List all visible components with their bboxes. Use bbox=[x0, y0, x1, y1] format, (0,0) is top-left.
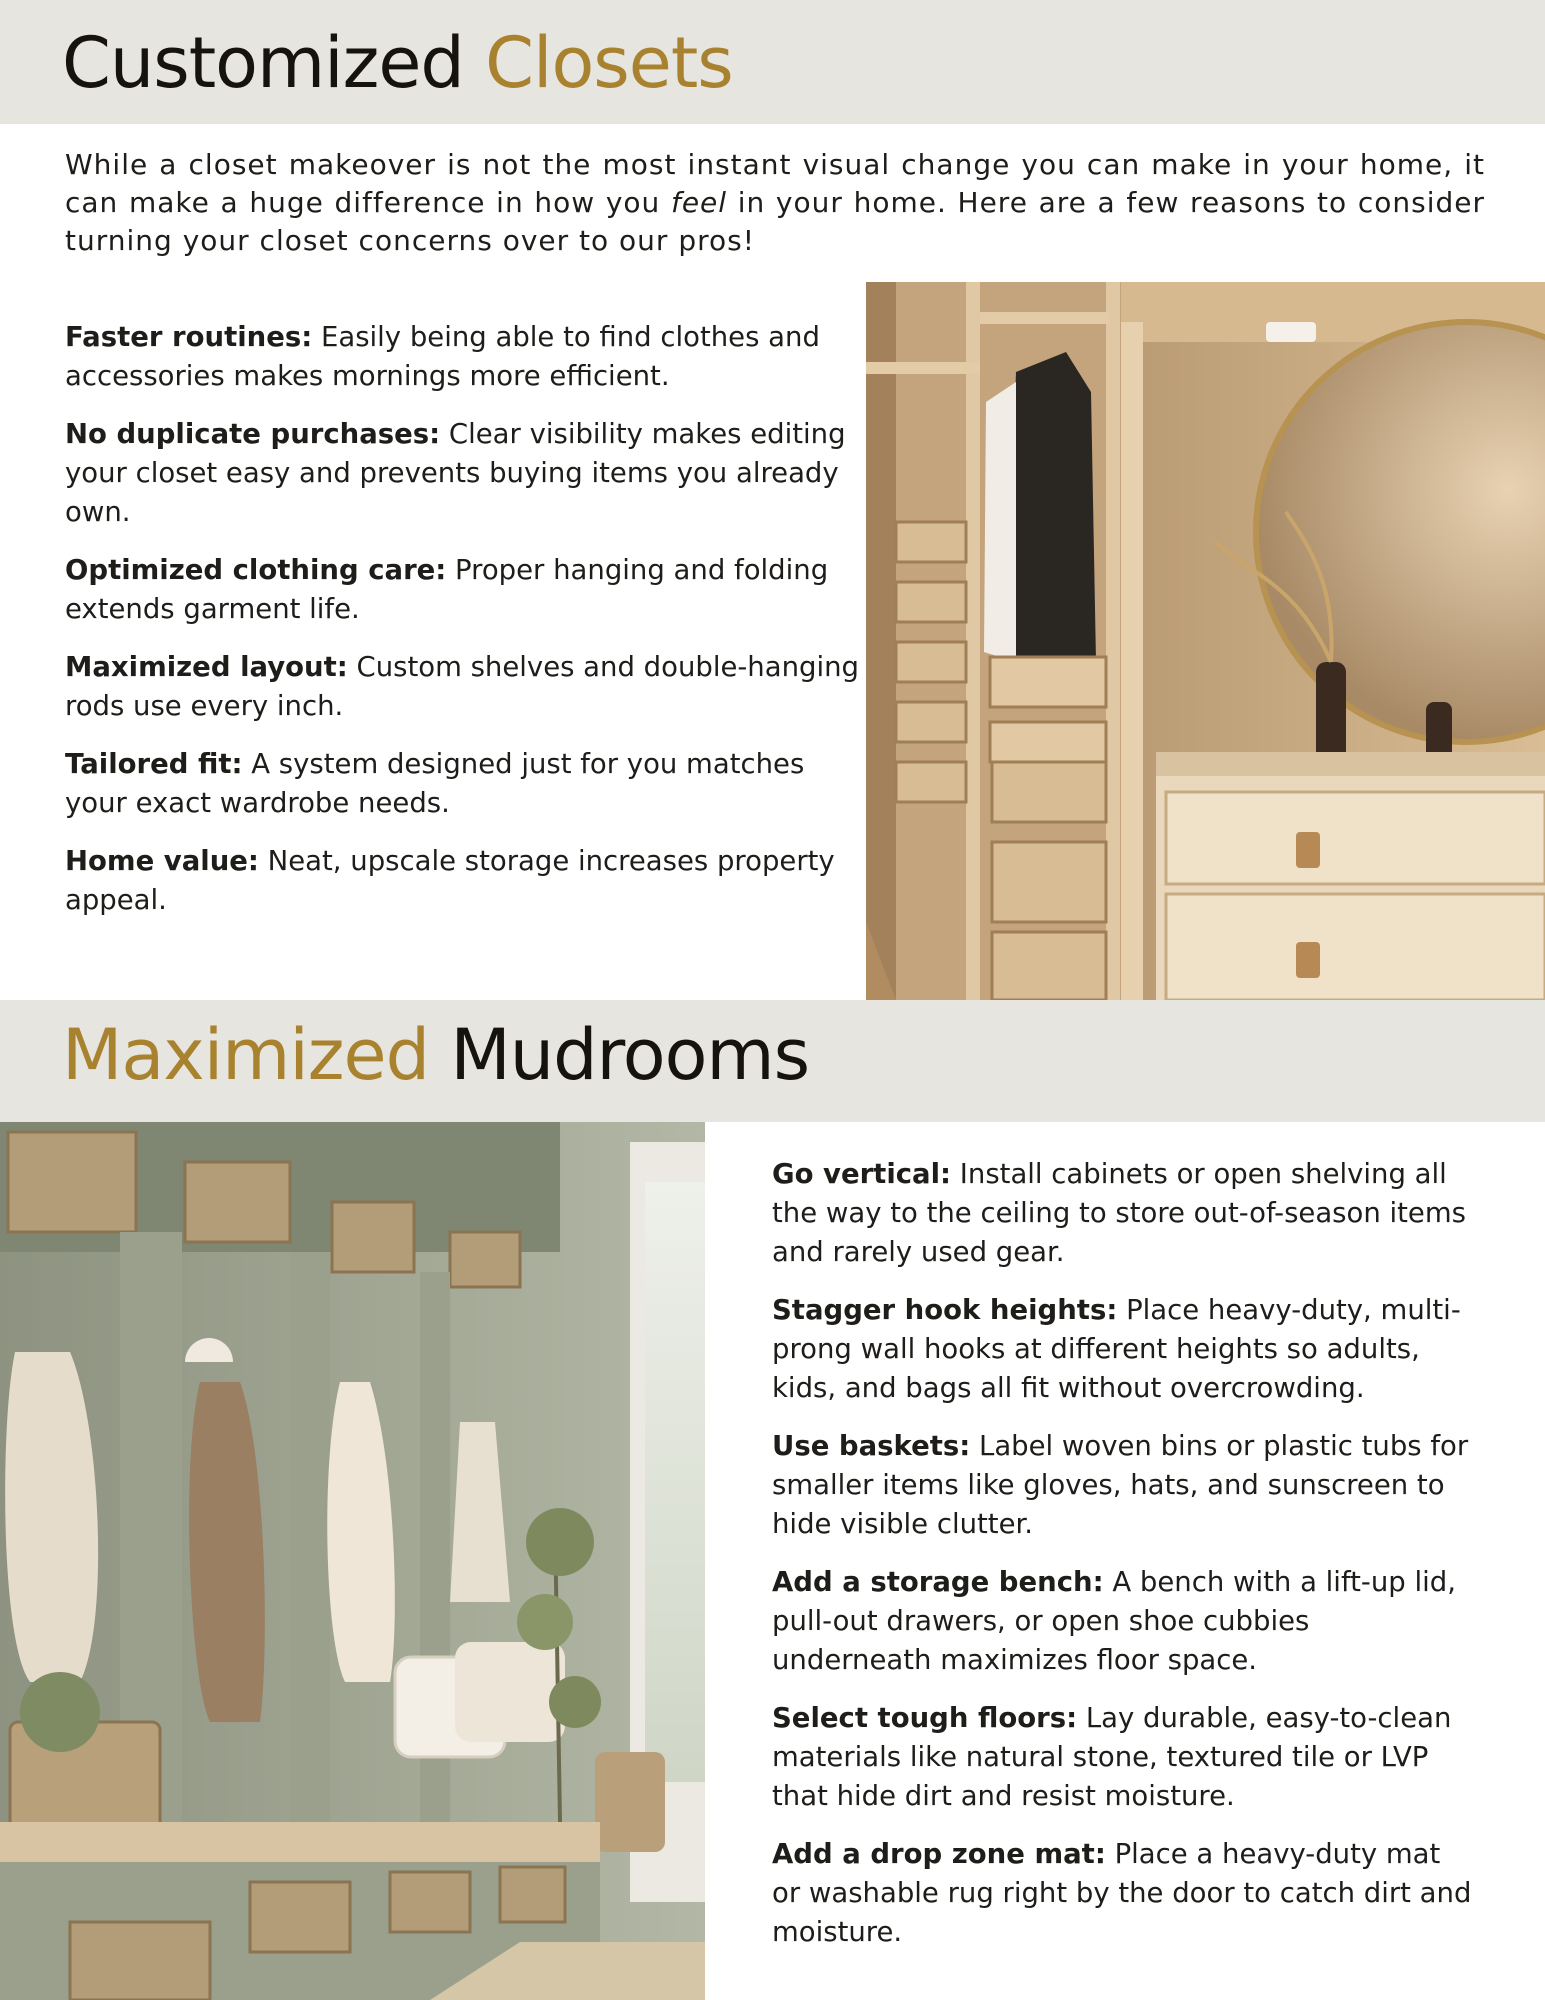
list-item bbox=[65, 648, 865, 726]
title-word-gold: Closets bbox=[485, 22, 733, 104]
list-item bbox=[772, 1155, 1472, 1272]
item-text: Proper hanging and folding extends garment life. bbox=[65, 554, 829, 625]
item-label: Faster routines: bbox=[65, 321, 313, 353]
item-label: Optimized clothing care: bbox=[65, 554, 447, 586]
list-item bbox=[65, 415, 865, 532]
list-item bbox=[772, 1291, 1472, 1408]
list-item bbox=[772, 1835, 1472, 1952]
item-text: Easily being able to find clothes and accessories makes mornings more efficient. bbox=[65, 321, 820, 392]
item-label: Add a storage bench: bbox=[772, 1566, 1104, 1598]
item-text: Place heavy-duty, multi-prong wall hooks at different heights so adults, kids, and bags all fit without overcrowding. bbox=[772, 1294, 1461, 1404]
list-item bbox=[772, 1563, 1472, 1680]
title-word-dark: Mudrooms bbox=[450, 1014, 810, 1096]
item-label: No duplicate purchases: bbox=[65, 418, 441, 450]
item-text: A system designed just for you matches your exact wardrobe needs. bbox=[65, 748, 805, 819]
item-text: Install cabinets or open shelving all the way to the ceiling to store out-of-season items and rarely used gear. bbox=[772, 1158, 1466, 1268]
item-text: Custom shelves and double-hanging rods use every inch. bbox=[65, 651, 859, 722]
item-label: Add a drop zone mat: bbox=[772, 1838, 1106, 1870]
item-label: Tailored fit: bbox=[65, 748, 243, 780]
item-text: Place a heavy-duty mat or washable rug right by the door to catch dirt and moisture. bbox=[772, 1838, 1472, 1948]
list-item bbox=[65, 318, 865, 396]
item-text: Neat, upscale storage increases property appeal. bbox=[65, 845, 835, 916]
item-label: Home value: bbox=[65, 845, 259, 877]
list-item bbox=[65, 745, 865, 823]
item-label: Maximized layout: bbox=[65, 651, 348, 683]
list-item bbox=[772, 1699, 1472, 1816]
item-text: A bench with a lift-up lid, pull-out drawers, or open shoe cubbies underneath maximizes floor space. bbox=[772, 1566, 1456, 1676]
title-word-gold: Maximized bbox=[62, 1014, 430, 1096]
section-title bbox=[62, 1014, 810, 1096]
item-label: Go vertical: bbox=[772, 1158, 952, 1190]
intro-text: While a closet makeover is not the most instant visual change you can make in your home, it can make a huge difference in how you bbox=[65, 148, 1485, 219]
intro-emphasis: feel bbox=[670, 186, 728, 219]
mudroom-photo bbox=[0, 1122, 705, 2000]
title-word-dark: Customized bbox=[62, 22, 464, 104]
item-label: Select tough floors: bbox=[772, 1702, 1078, 1734]
list-item bbox=[65, 551, 865, 629]
page-title bbox=[62, 22, 733, 104]
closet-benefits-list bbox=[65, 318, 865, 939]
list-item bbox=[772, 1427, 1472, 1544]
list-item bbox=[65, 842, 865, 920]
closet-photo bbox=[866, 282, 1545, 1000]
item-label: Use baskets: bbox=[772, 1430, 971, 1462]
item-text: Clear visibility makes editing your closet easy and prevents buying items you already own. bbox=[65, 418, 846, 528]
item-text: Label woven bins or plastic tubs for smaller items like gloves, hats, and sunscreen to hide visible clutter. bbox=[772, 1430, 1469, 1540]
intro-text-end: in your home. Here are a few reasons to consider turning your closet concerns over to our pros! bbox=[65, 186, 1485, 257]
item-text: Lay durable, easy-to-clean materials like natural stone, textured tile or LVP that hide dirt and resist moisture. bbox=[772, 1702, 1452, 1812]
intro-paragraph bbox=[65, 146, 1485, 260]
mudroom-tips-list bbox=[772, 1155, 1472, 1971]
item-label: Stagger hook heights: bbox=[772, 1294, 1118, 1326]
